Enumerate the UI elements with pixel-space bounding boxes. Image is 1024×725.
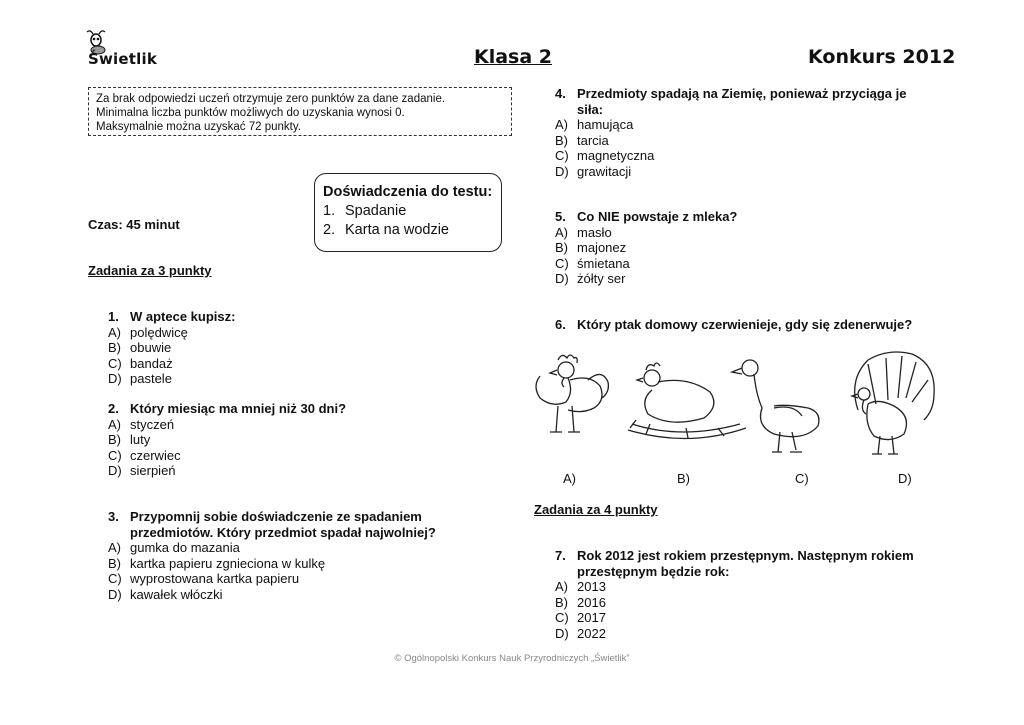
- answer-option: [555, 133, 955, 149]
- question-number: 1.: [108, 309, 119, 324]
- answer-option: [555, 148, 955, 164]
- option-letter: C): [108, 447, 122, 463]
- experiment-label: Karta na wodzie: [345, 222, 449, 238]
- answer-option: [555, 579, 955, 595]
- answer-option: [108, 448, 508, 464]
- question-text: [555, 209, 955, 225]
- option-letter: D): [108, 586, 122, 602]
- bird-label: C): [795, 471, 809, 486]
- option-letter: B): [108, 340, 121, 355]
- footer: © Ogólnopolski Konkurs Nauk Przyrodniczych „Świetlik”: [394, 653, 630, 664]
- bird-label: A): [563, 471, 576, 486]
- option-letter: A): [108, 540, 121, 555]
- option-letter: C): [108, 355, 122, 371]
- option-letter: A): [555, 117, 568, 132]
- question-text: [555, 86, 955, 117]
- question-number: 2.: [108, 401, 119, 416]
- option-letter: B): [555, 240, 568, 255]
- rule-line: Maksymalnie można uzyskać 72 punkty.: [96, 121, 301, 133]
- section-3-points: Zadania za 3 punkty: [88, 263, 212, 278]
- option-letter: D): [108, 463, 122, 478]
- option-letter: C): [108, 571, 122, 586]
- experiment-label: Spadanie: [345, 203, 407, 219]
- question-line: Przypomnij sobie doświadczenie ze spadaniem: [130, 509, 422, 524]
- question-line: siła:: [577, 101, 604, 117]
- option-text: kartka papieru zgnieciona w kulkę: [130, 555, 326, 571]
- question-text: [108, 309, 508, 325]
- question-2: [108, 401, 508, 479]
- answer-option: [555, 240, 955, 256]
- experiment-number: 2.: [323, 222, 336, 238]
- option-text: pastele: [130, 371, 172, 386]
- option-letter: C): [555, 255, 569, 271]
- option-text: styczeń: [130, 416, 175, 432]
- option-text: sierpień: [130, 463, 176, 478]
- question-line: Który ptak domowy czerwienieje, gdy się zdenerwuje?: [577, 317, 913, 332]
- question-line: Co NIE powstaje z mleka?: [577, 209, 738, 224]
- question-7: [555, 548, 955, 641]
- option-letter: B): [555, 594, 568, 610]
- question-number: 3.: [108, 509, 119, 524]
- option-letter: D): [108, 371, 122, 386]
- question-line: przestępnym będzie rok:: [577, 563, 730, 579]
- question-text: [108, 509, 508, 540]
- rule-line: Za brak odpowiedzi uczeń otrzymuje zero punktów za dane zadanie.: [96, 93, 446, 105]
- question-line: Przedmioty spadają na Ziemię, ponieważ przyciąga je: [577, 86, 907, 101]
- answer-option: [555, 610, 955, 626]
- bird-label: D): [898, 471, 912, 486]
- experiment-item: [323, 221, 501, 240]
- question-text: [555, 548, 955, 579]
- option-letter: C): [555, 610, 569, 625]
- option-text: magnetyczna: [577, 148, 655, 163]
- option-text: 2013: [577, 579, 606, 594]
- question-number: 5.: [555, 209, 566, 224]
- answer-option: [555, 164, 955, 180]
- question-number: 7.: [555, 548, 566, 563]
- option-letter: D): [555, 163, 569, 179]
- option-letter: B): [108, 555, 121, 571]
- option-letter: D): [555, 625, 569, 641]
- answer-option: [108, 356, 508, 372]
- answer-option: [108, 371, 508, 387]
- option-letter: B): [555, 132, 568, 148]
- question-1: [108, 309, 508, 387]
- time-label: Czas: 45 minut: [88, 217, 180, 232]
- option-text: hamująca: [577, 117, 634, 132]
- option-letter: A): [108, 324, 121, 340]
- experiment-item: [323, 202, 501, 221]
- answer-option: [108, 325, 508, 341]
- option-text: bandaż: [130, 355, 173, 371]
- experiments-box: [314, 173, 502, 252]
- question-5: [555, 209, 955, 287]
- option-text: gumka do mazania: [130, 540, 240, 555]
- answer-option: [108, 463, 508, 479]
- logo-text: Świetlik: [88, 50, 158, 68]
- option-text: polędwicę: [130, 324, 188, 340]
- question-text: [108, 401, 508, 417]
- answer-option: [555, 271, 955, 287]
- turkey-icon: [852, 352, 934, 454]
- option-letter: B): [108, 432, 121, 447]
- option-letter: A): [555, 579, 568, 594]
- rule-line: Minimalna liczba punktów możliwych do uzyskania wynosi 0.: [96, 107, 405, 119]
- answer-option: [555, 225, 955, 241]
- bird-label: B): [677, 471, 690, 486]
- answer-option: [555, 595, 955, 611]
- option-text: masło: [577, 224, 612, 240]
- option-letter: A): [108, 416, 121, 432]
- option-letter: D): [555, 271, 569, 286]
- birds-illustration: [528, 350, 944, 458]
- option-text: majonez: [577, 240, 627, 255]
- option-text: 2017: [577, 610, 606, 625]
- rooster-icon: [536, 355, 608, 432]
- logo: [84, 30, 164, 74]
- option-text: 2022: [577, 625, 606, 641]
- option-text: śmietana: [577, 255, 630, 271]
- question-4: [555, 86, 955, 179]
- answer-option: [555, 626, 955, 642]
- rules-box: [88, 87, 512, 136]
- question-line: W aptece kupisz:: [130, 309, 236, 324]
- question-text: [555, 317, 975, 333]
- option-text: wyprostowana kartka papieru: [130, 571, 300, 586]
- class-title: Klasa 2: [474, 46, 553, 68]
- answer-option: [108, 432, 508, 448]
- option-letter: C): [555, 148, 569, 163]
- question-3: [108, 509, 508, 602]
- answer-option: [108, 340, 508, 356]
- option-text: tarcia: [577, 132, 609, 148]
- answer-option: [555, 117, 955, 133]
- answer-option: [108, 540, 508, 556]
- question-number: 6.: [555, 317, 566, 332]
- question-line: Rok 2012 jest rokiem przestępnym. Następnym rokiem: [577, 548, 914, 563]
- option-text: czerwiec: [130, 447, 181, 463]
- answer-option: [108, 417, 508, 433]
- experiments-title: Doświadczenia do testu:: [323, 184, 493, 200]
- option-letter: A): [555, 224, 568, 240]
- option-text: 2016: [577, 594, 606, 610]
- question-number: 4.: [555, 86, 566, 101]
- answer-option: [108, 556, 508, 572]
- question-6: [555, 317, 975, 333]
- answer-option: [108, 571, 508, 587]
- question-line: Który miesiąc ma mniej niż 30 dni?: [130, 401, 347, 416]
- section-4-points: Zadania za 4 punkty: [534, 502, 658, 517]
- option-text: obuwie: [130, 340, 172, 355]
- experiment-number: 1.: [323, 203, 336, 219]
- goose-icon: [732, 360, 819, 452]
- answer-option: [108, 587, 508, 603]
- question-line: przedmiotów. Który przedmiot spadał najwolniej?: [130, 524, 436, 540]
- answer-option: [555, 256, 955, 272]
- option-text: luty: [130, 432, 151, 447]
- option-text: kawałek włóczki: [130, 586, 223, 602]
- option-text: grawitacji: [577, 163, 632, 179]
- option-text: żółty ser: [577, 271, 626, 286]
- hen-icon: [628, 363, 746, 439]
- contest-title: Konkurs 2012: [808, 46, 956, 68]
